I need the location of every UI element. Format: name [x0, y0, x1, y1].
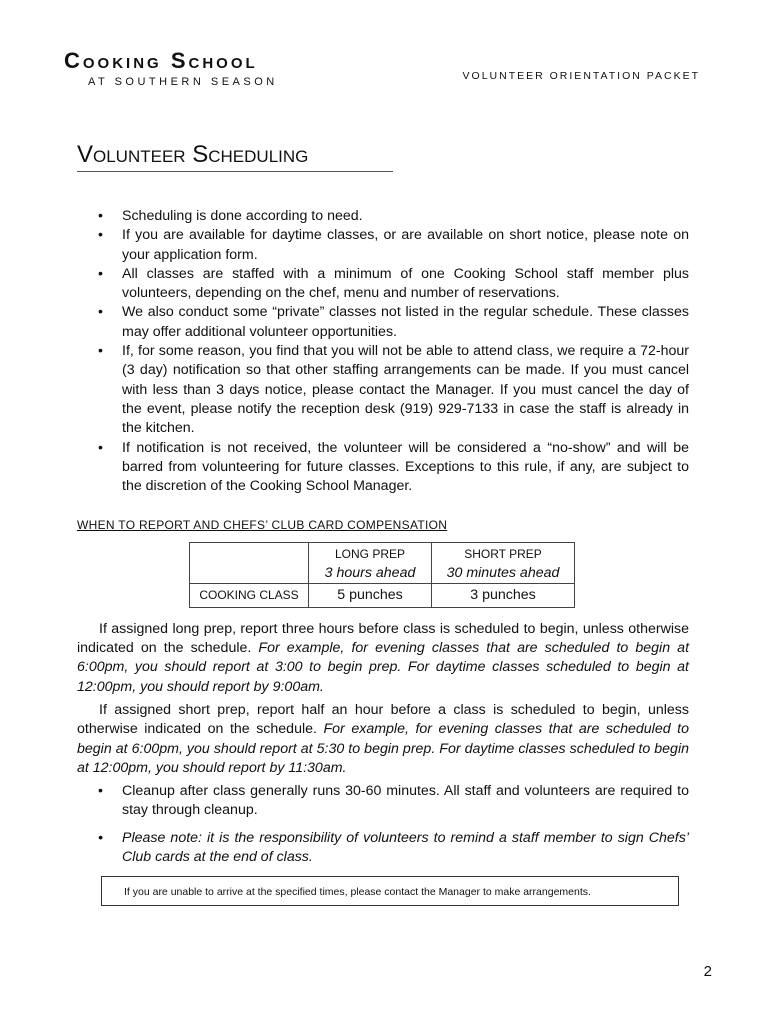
list-item: • Please note: it is the responsibility of volunteers to remind a staff member to sign Chefs’ Club cards at the end of class. [77, 829, 689, 868]
long-prep-value: 5 punches [309, 583, 432, 607]
list-item: • If notification is not received, the volunteer will be considered a “no-show” and will be barred from volunteering for future classes. Exceptions to this rule, if any, are subject to the discretion of the Cooking School Manager. [77, 439, 689, 497]
page-title: Volunteer Scheduling [77, 140, 393, 172]
list-item: • Cleanup after class generally runs 30-60 minutes. All staff and volunteers are required to stay through cleanup. [77, 782, 689, 821]
scheduling-list [77, 207, 689, 496]
list-item: • All classes are staffed with a minimum of one Cooking School staff member plus volunteers, depending on the chef, menu and number of reservations. [77, 265, 689, 304]
packet-title: VOLUNTEER ORIENTATION PACKET [462, 70, 700, 82]
short-prep-value: 3 punches [432, 583, 575, 607]
long-prep-text: If assigned long prep, report three hours before class is scheduled to begin, unless otherwise indicated on the schedule. [77, 620, 689, 657]
list-item: • If you are available for daytime classes, or are available on short notice, please note on your application form. [77, 226, 689, 265]
long-prep-subtitle: 3 hours ahead [324, 564, 416, 581]
short-prep-paragraph [77, 701, 689, 778]
list-item: • We also conduct some “private” classes not listed in the regular schedule. These classes may offer additional volunteer opportunities. [77, 303, 689, 342]
short-prep-subtitle: 30 minutes ahead [446, 564, 560, 581]
page-number: 2 [703, 963, 712, 980]
logo-subtitle: AT SOUTHERN SEASON [88, 76, 278, 88]
table-row-label: COOKING CLASS [190, 583, 309, 607]
long-prep-example: For example, for evening classes that are scheduled to begin at 6:00pm, you should report at 3:00 to begin prep. For daytime classes scheduled to begin at 12:00pm, you should report by 9:00am. [77, 640, 690, 695]
list-item: • If, for some reason, you find that you will not be able to attend class, we require a 72-hour (3 day) notification so that other staffing arrangements can be made. If you must cancel with less than 3 days notice, please contact the Manager. If you must cancel the day of the event, please notify the reception desk (919) 929-7133 in case the staff is already in the kitchen. [77, 342, 689, 438]
table-corner-cell [190, 542, 309, 583]
table-header-short-prep [432, 542, 575, 583]
logo [64, 48, 278, 88]
cleanup-list [77, 782, 689, 867]
list-item: • Scheduling is done according to need. [77, 207, 689, 226]
short-prep-text: If assigned short prep, report half an hour before a class is scheduled to begin, unless otherwise indicated on the schedule. [77, 701, 689, 738]
main-content [77, 207, 689, 875]
note-box: If you are unable to arrive at the specified times, please contact the Manager to make arrangements. [101, 876, 679, 906]
section-heading: WHEN TO REPORT AND CHEFS’ CLUB CARD COMPENSATION [77, 518, 448, 533]
long-prep-paragraph [77, 620, 689, 697]
long-prep-title: LONG PREP [334, 546, 406, 561]
logo-title: Cooking School [64, 48, 258, 73]
short-prep-title: SHORT PREP [464, 546, 542, 561]
short-prep-example: For example, for evening classes that are scheduled to begin at 6:00pm, you should report at 5:30 to begin prep. For daytime classes scheduled to begin at 12:00pm, you should report by 11:30am. [77, 721, 689, 776]
table-header-long-prep [309, 542, 432, 583]
compensation-table [189, 542, 575, 608]
